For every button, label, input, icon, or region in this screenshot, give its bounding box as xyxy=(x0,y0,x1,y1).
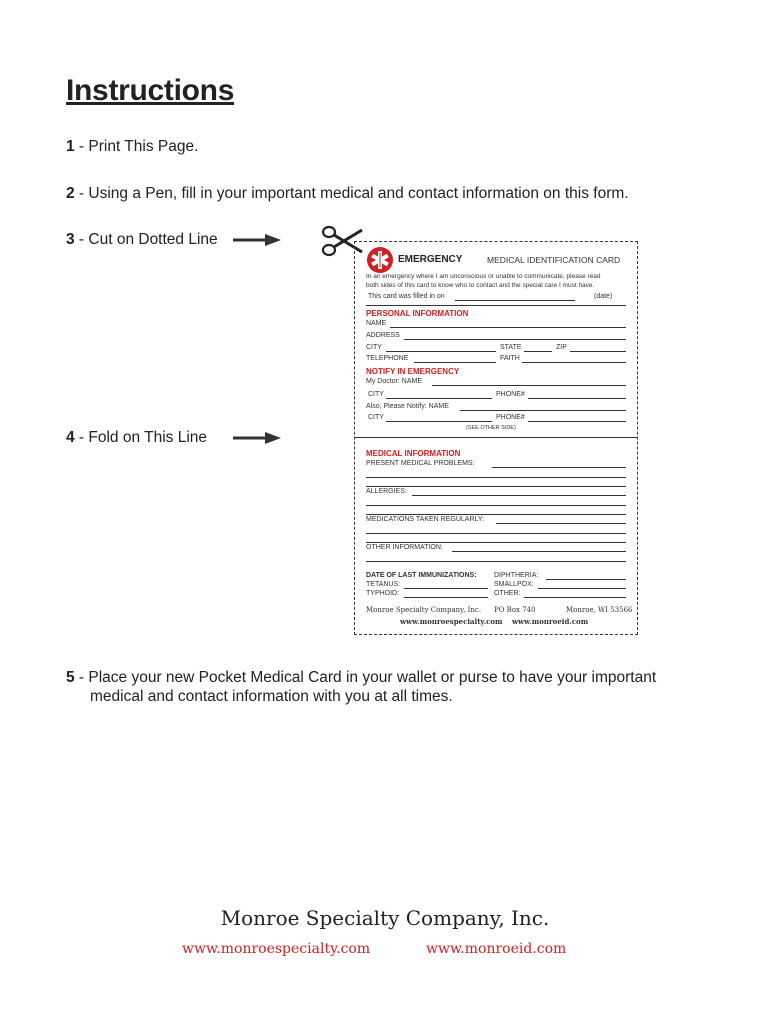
footer-url-2[interactable]: www.monroeid.com xyxy=(426,941,567,957)
step-4 xyxy=(66,429,207,447)
arrow-right-icon xyxy=(233,431,281,445)
doctor-city-field[interactable] xyxy=(386,398,492,399)
medical-info-heading: MEDICAL INFORMATION xyxy=(366,449,461,458)
also-notify-name-field[interactable] xyxy=(460,410,626,411)
state-field[interactable] xyxy=(524,351,552,352)
doctor-city-label: CITY xyxy=(368,391,384,398)
doctor-phone-field[interactable] xyxy=(528,398,626,399)
step-4-number: 4 xyxy=(66,429,75,446)
address-field[interactable] xyxy=(404,339,626,340)
state-label: STATE xyxy=(500,344,522,351)
step-1-number: 1 xyxy=(66,138,75,155)
card-intro-2: both sides of this card to know who to contact and the special care I must have. xyxy=(366,282,595,289)
card-url-2[interactable]: www.monroeid.com xyxy=(512,617,589,626)
personal-info-heading: PERSONAL INFORMATION xyxy=(366,309,469,318)
tetanus-field[interactable] xyxy=(404,588,488,589)
step-2 xyxy=(66,185,629,203)
arrow-right-icon xyxy=(233,233,281,247)
diphtheria-label: DIPHTHERIA: xyxy=(494,572,539,579)
name-label: NAME xyxy=(366,320,387,327)
card-pobox: PO Box 740 xyxy=(494,606,536,614)
allergies-field-2[interactable] xyxy=(366,505,626,506)
step-1-text: - Print This Page. xyxy=(74,138,199,155)
diphtheria-field[interactable] xyxy=(546,579,626,580)
telephone-label: TELEPHONE xyxy=(366,355,409,362)
card-url-1[interactable]: www.monroespecialty.com xyxy=(400,617,503,626)
card-header: MEDICAL IDENTIFICATION CARD xyxy=(487,255,621,265)
notify-phone-label: PHONE# xyxy=(496,414,525,421)
typhoid-field[interactable] xyxy=(404,597,488,598)
allergies-field-3[interactable] xyxy=(366,514,626,515)
step-2-number: 2 xyxy=(66,185,75,202)
footer-company-name: Monroe Specialty Company, Inc. xyxy=(220,906,550,930)
allergies-label: ALLERGIES: xyxy=(366,488,407,495)
doctor-label: My Doctor: NAME xyxy=(366,378,423,385)
see-other-side: (SEE OTHER SIDE) xyxy=(466,425,516,431)
notify-city-label: CITY xyxy=(368,414,384,421)
tetanus-label: TETANUS: xyxy=(366,581,401,588)
medications-field-1[interactable] xyxy=(496,523,626,524)
city-field[interactable] xyxy=(386,351,496,352)
date-label: (date) xyxy=(594,293,613,300)
smallpox-field[interactable] xyxy=(538,588,626,589)
filled-on-label: This card was filled in on xyxy=(368,293,445,300)
medical-star-icon xyxy=(366,246,394,274)
faith-label: FAITH xyxy=(500,355,520,362)
fold-line xyxy=(354,437,638,438)
step-3-number: 3 xyxy=(66,231,75,248)
also-notify-label: Also, Please Notify: NAME xyxy=(366,403,449,410)
address-label: ADDRESS xyxy=(366,332,400,339)
medications-label: MEDICATIONS TAKEN REGULARLY: xyxy=(366,516,485,523)
city-label: CITY xyxy=(366,344,382,351)
smallpox-label: SMALLPOX: xyxy=(494,581,534,588)
problems-field-2[interactable] xyxy=(366,477,626,478)
problems-field-3[interactable] xyxy=(366,486,626,487)
step-5-text-continued: medical and contact information with you at all times. xyxy=(90,688,453,705)
step-4-text: - Fold on This Line xyxy=(74,429,208,446)
notify-heading: NOTIFY IN EMERGENCY xyxy=(366,367,460,376)
step-5-number: 5 xyxy=(66,669,75,686)
other-info-field-1[interactable] xyxy=(452,551,626,552)
notify-phone-field[interactable] xyxy=(528,421,626,422)
card-intro-1: In an emergency where I am unconscious or unable to communicate, please read xyxy=(366,273,601,280)
problems-field-1[interactable] xyxy=(492,467,626,468)
zip-field[interactable] xyxy=(570,351,626,352)
faith-field[interactable] xyxy=(522,362,626,363)
medications-field-2[interactable] xyxy=(366,533,626,534)
doctor-phone-label: PHONE# xyxy=(496,391,525,398)
step-1 xyxy=(66,138,198,156)
card-company: Monroe Specialty Company, Inc. xyxy=(366,606,482,614)
divider xyxy=(366,305,626,306)
notify-city-field[interactable] xyxy=(386,421,492,422)
allergies-field-1[interactable] xyxy=(412,495,626,496)
footer-url-1[interactable]: www.monroespecialty.com xyxy=(182,941,371,957)
problems-label: PRESENT MEDICAL PROBLEMS: xyxy=(366,460,475,467)
step-5 xyxy=(66,669,656,687)
other-label: OTHER: xyxy=(494,590,521,597)
step-2-text: - Using a Pen, fill in your important medical and contact information on this form. xyxy=(74,185,629,202)
step-3-text: - Cut on Dotted Line xyxy=(74,231,218,248)
other-info-field-2[interactable] xyxy=(366,561,626,562)
medications-field-3[interactable] xyxy=(366,542,626,543)
immunizations-label: DATE OF LAST IMMUNIZATIONS: xyxy=(366,572,477,579)
doctor-name-field[interactable] xyxy=(432,385,626,386)
step-3 xyxy=(66,231,218,249)
step-5-text: - Place your new Pocket Medical Card in your wallet or purse to have your important xyxy=(74,669,657,686)
other-field[interactable] xyxy=(524,597,626,598)
name-field[interactable] xyxy=(390,327,626,328)
card-city-state: Monroe, WI 53566 xyxy=(566,606,633,614)
telephone-field[interactable] xyxy=(414,362,496,363)
emergency-label: EMERGENCY xyxy=(398,254,463,265)
other-info-label: OTHER INFORMATION: xyxy=(366,544,443,551)
typhoid-label: TYPHOID: xyxy=(366,590,400,597)
date-field[interactable] xyxy=(455,300,575,301)
zip-label: ZIP xyxy=(556,344,567,351)
page-title: Instructions xyxy=(66,74,235,107)
